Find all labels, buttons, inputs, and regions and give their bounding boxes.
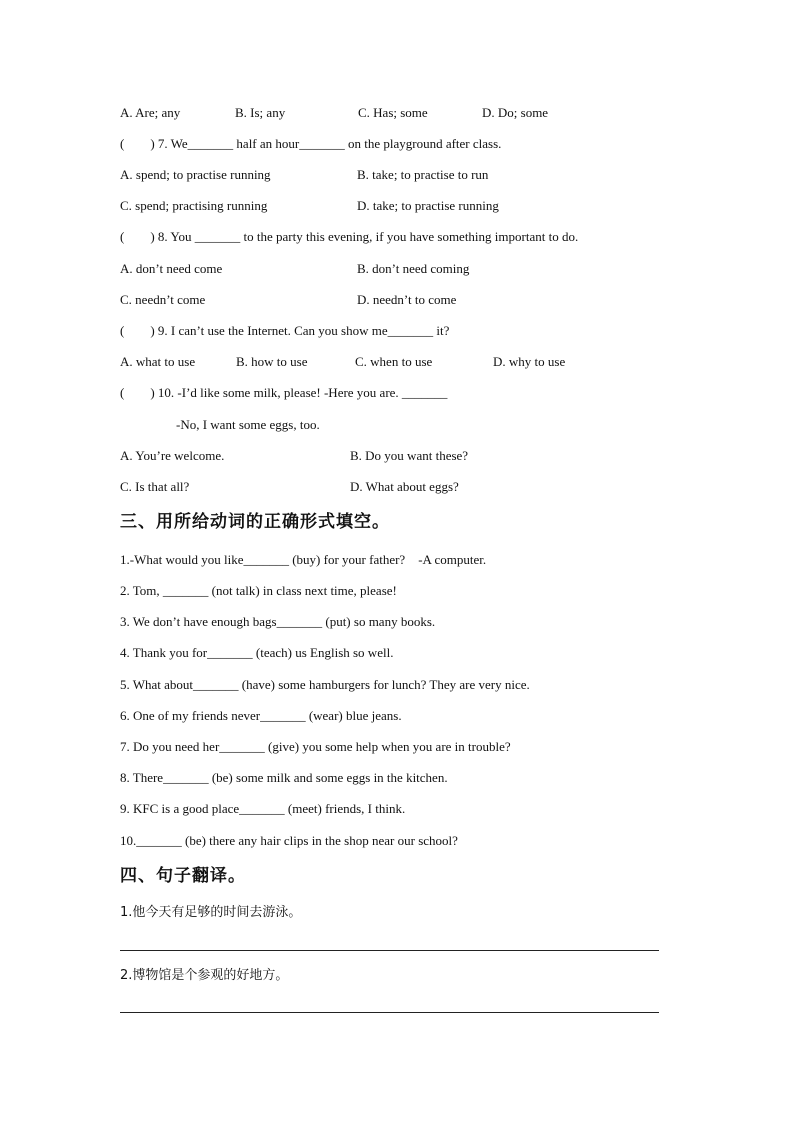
q7-option-a: A. spend; to practise running (120, 167, 271, 182)
q7-option-d: D. take; to practise running (357, 198, 499, 213)
section3-item: 8. There_______ (be) some milk and some eggs in the kitchen. (120, 770, 448, 785)
q10-option-c: C. Is that all? (120, 479, 190, 494)
q6-option-c: C. Has; some (358, 105, 428, 120)
q10-option-a: A. You’re welcome. (120, 448, 225, 463)
answer-line (120, 1012, 659, 1013)
section3-item: 4. Thank you for_______ (teach) us English so well. (120, 645, 394, 660)
section3-item: 2. Tom, _______ (not talk) in class next time, please! (120, 583, 397, 598)
q10-stem-reply: -No, I want some eggs, too. (176, 417, 320, 432)
q6-option-d: D. Do; some (482, 105, 549, 120)
q8-option-c: C. needn’t come (120, 292, 206, 307)
section3-item: 6. One of my friends never_______ (wear) blue jeans. (120, 708, 402, 723)
q10-option-d: D. What about eggs? (350, 479, 459, 494)
q10-stem: ( ) 10. -I’d like some milk, please! -Here you are. _______ (120, 385, 448, 400)
translation-item: 2.博物馆是个参观的好地方。 (120, 968, 289, 983)
section3-item: 3. We don’t have enough bags_______ (put) so many books. (120, 614, 436, 629)
q7-stem: ( ) 7. We_______ half an hour_______ on the playground after class. (120, 136, 502, 151)
q9-option-d: D. why to use (493, 354, 566, 369)
section3-heading: 三、用所给动词的正确形式填空。 (120, 512, 390, 532)
q8-option-b: B. don’t need coming (357, 261, 470, 276)
section3-item: 7. Do you need her_______ (give) you some help when you are in trouble? (120, 739, 511, 754)
q9-option-b: B. how to use (236, 354, 308, 369)
section3-item: 9. KFC is a good place_______ (meet) friends, I think. (120, 801, 406, 816)
answer-line (120, 950, 659, 951)
section3-item: 10._______ (be) there any hair clips in the shop near our school? (120, 833, 458, 848)
q8-stem: ( ) 8. You _______ to the party this evening, if you have something important to do. (120, 229, 579, 244)
q8-option-d: D. needn’t to come (357, 292, 457, 307)
q9-option-a: A. what to use (120, 354, 196, 369)
q6-option-b: B. Is; any (235, 105, 286, 120)
q7-option-c: C. spend; practising running (120, 198, 268, 213)
q9-option-c: C. when to use (355, 354, 433, 369)
q6-option-a: A. Are; any (120, 105, 181, 120)
section3-item: 5. What about_______ (have) some hamburgers for lunch? They are very nice. (120, 677, 530, 692)
q7-option-b: B. take; to practise to run (357, 167, 489, 182)
translation-item: 1.他今天有足够的时间去游泳。 (120, 905, 302, 920)
section4-heading: 四、句子翻译。 (120, 866, 246, 886)
q9-stem: ( ) 9. I can’t use the Internet. Can you show me_______ it? (120, 323, 450, 338)
q10-option-b: B. Do you want these? (350, 448, 469, 463)
q8-option-a: A. don’t need come (120, 261, 223, 276)
section3-item: 1.-What would you like_______ (buy) for your father? -A computer. (120, 552, 487, 567)
